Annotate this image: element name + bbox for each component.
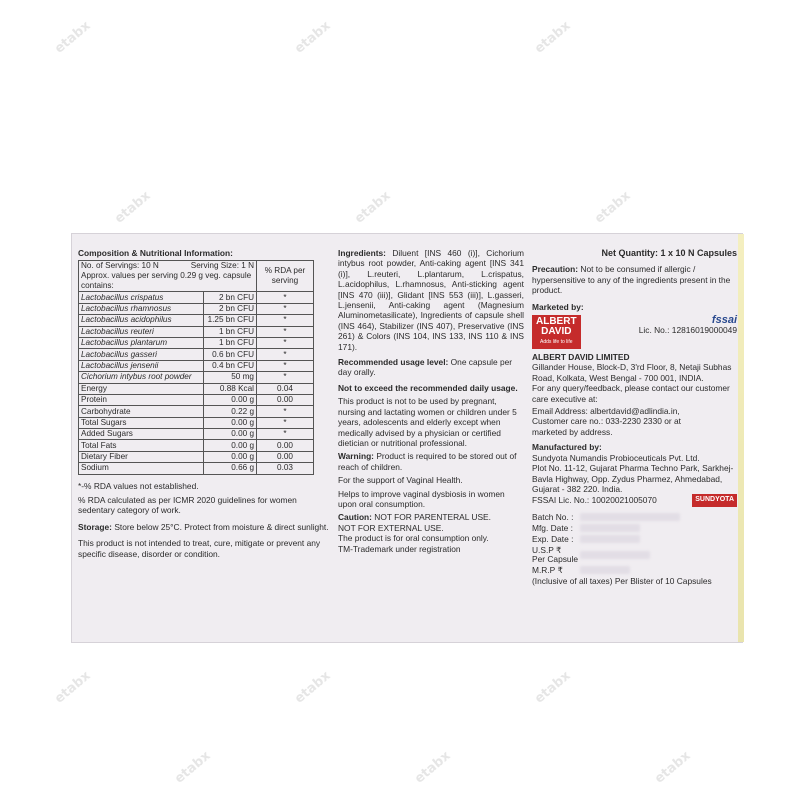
- marketing-column: [532, 248, 737, 586]
- license-no-2: FSSAI Lic. No.: 10020021005070: [532, 495, 657, 506]
- watermark: etabx: [532, 18, 574, 57]
- precaution-label: Precaution:: [532, 264, 579, 275]
- table-header-row: [79, 261, 314, 292]
- precaution-text: [532, 264, 737, 295]
- manufacturer-address: Plot No. 11-12, Gujarat Pharma Techno Park, Sarkhej-Bavla Highway, Opp. Zydus Pharmez, Ahmedabad, Gujarat - 382 220. India.: [532, 463, 734, 494]
- rda-note: *-% RDA values not established.: [78, 480, 199, 491]
- nutrient-name: Lactobacillus rhamnosus: [79, 303, 204, 314]
- tm-text: TM-Trademark under registration: [338, 543, 461, 554]
- redacted-value: [580, 566, 630, 574]
- helps-text: Helps to improve vaginal dysbiosis in women upon oral consumption.: [338, 488, 505, 509]
- ingredients-label: Ingredients:: [338, 248, 386, 258]
- usp-text: U.S.P ₹: [532, 544, 562, 555]
- nutrient-rda: *: [257, 406, 314, 417]
- nutrient-value: 2 bn CFU: [204, 303, 257, 314]
- nutrient-name: Carbohydrate: [79, 406, 204, 417]
- table-row: [79, 429, 314, 440]
- icmr-note: % RDA calculated as per ICMR 2020 guidelines for women sedentary category of work.: [78, 495, 297, 516]
- fssai-block: [639, 315, 737, 336]
- table-row: [79, 394, 314, 405]
- nutrition-rows: [79, 292, 314, 474]
- nutrient-value: 0.22 g: [204, 406, 257, 417]
- nutrient-value: 0.66 g: [204, 463, 257, 474]
- caution-value: NOT FOR PARENTERAL USE.: [374, 512, 491, 523]
- not-used-text: This product is not to be used by pregnant, nursing and lactating women or children under 5 years, adolescents and elderly except when medically advised by a physician or certified dietician or nutritional professional.: [338, 396, 517, 448]
- nutrient-name: Total Sugars: [79, 417, 204, 428]
- precaution-value: Not to be consumed if allergic / hypersensitive to any of the ingredients present in the product.: [532, 264, 731, 296]
- nutrient-name: Protein: [79, 394, 204, 405]
- oral-text: The product is for oral consumption only.: [338, 533, 489, 544]
- servings-text: No. of Servings: 10 N: [81, 261, 159, 271]
- nutrient-name: Lactobacillus crispatus: [79, 292, 204, 303]
- support-text: For the support of Vaginal Health.: [338, 475, 463, 486]
- nutrient-rda: *: [257, 326, 314, 337]
- company-address: Gillander House, Block-D, 3'rd Floor, 8, Netaji Subhas Road, Kolkata, West Bengal - 700 001, INDIA.: [532, 362, 732, 383]
- company-name: ALBERT DAVID LIMITED: [532, 352, 630, 363]
- nutrient-rda: *: [257, 337, 314, 348]
- nutrient-name: Added Sugars: [79, 429, 204, 440]
- table-row: [79, 315, 314, 326]
- nutrient-name: Cichorium intybus root powder: [79, 372, 204, 383]
- usage-label: Recommended usage level:: [338, 357, 449, 368]
- email-text: Email Address: albertdavid@adlindia.in,: [532, 406, 680, 417]
- nutrient-rda: *: [257, 429, 314, 440]
- watermark: etabx: [52, 18, 94, 57]
- table-row: [79, 337, 314, 348]
- nutrient-value: 0.00 g: [204, 429, 257, 440]
- redacted-value: [580, 524, 640, 532]
- nutrient-rda: 0.00: [257, 440, 314, 451]
- table-row: [79, 303, 314, 314]
- table-row: [79, 326, 314, 337]
- table-row: [79, 372, 314, 383]
- usage-value: One capsule per day orally.: [338, 357, 513, 378]
- mrp-label: M.R.P ₹: [532, 565, 563, 576]
- nutrient-rda: *: [257, 417, 314, 428]
- not-exceed-text: Not to exceed the recommended daily usage.: [338, 382, 518, 393]
- mfg-label: Mfg. Date :: [532, 523, 573, 534]
- customer-care-text: Customer care no.: 033-2230 2330 or at: [532, 416, 681, 427]
- watermark: etabx: [412, 748, 454, 787]
- watermark: etabx: [292, 18, 334, 57]
- nutrient-name: Sodium: [79, 463, 204, 474]
- external-text: NOT FOR EXTERNAL USE.: [338, 522, 444, 533]
- ingredients-text: [338, 248, 524, 352]
- redacted-value: [580, 551, 650, 559]
- table-row: [79, 383, 314, 394]
- storage-value: Store below 25°C. Protect from moisture & direct sunlight.: [114, 521, 329, 532]
- nutrient-value: 1.25 bn CFU: [204, 315, 257, 326]
- net-quantity: Net Quantity: 1 x 10 N Capsules: [601, 248, 737, 258]
- table-row: [79, 406, 314, 417]
- batch-block: [532, 512, 737, 586]
- license-no-1: Lic. No.: 12816019000049: [638, 325, 737, 336]
- albert-david-logo: [532, 315, 581, 349]
- nutrient-value: 0.6 bn CFU: [204, 349, 257, 360]
- nutrient-rda: *: [257, 372, 314, 383]
- nutrient-name: Lactobacillus reuteri: [79, 326, 204, 337]
- table-row: [79, 451, 314, 462]
- disclaimer-text: This product is not intended to treat, cure, mitigate or prevent any specific disease, disorder or condition.: [78, 538, 321, 559]
- table-row: [79, 440, 314, 451]
- marketed-by-label: Marketed by:: [532, 301, 584, 312]
- nutrient-rda: *: [257, 292, 314, 303]
- batch-row: [532, 512, 737, 523]
- ingredients-column: [338, 248, 524, 557]
- albert-logo-tag: Adds life to life: [540, 339, 573, 346]
- nutrient-value: 1 bn CFU: [204, 326, 257, 337]
- usp-label: [532, 546, 580, 564]
- mfg-row: [532, 523, 737, 534]
- nutrient-value: 50 mg: [204, 372, 257, 383]
- rda-header: % RDA per serving: [257, 261, 314, 292]
- watermark: etabx: [112, 188, 154, 227]
- nutrient-rda: 0.00: [257, 394, 314, 405]
- nutrient-name: Dietary Fiber: [79, 451, 204, 462]
- nutrient-name: Lactobacillus gasseri: [79, 349, 204, 360]
- nutrient-value: 0.88 Kcal: [204, 383, 257, 394]
- nutrient-value: 0.00 g: [204, 394, 257, 405]
- usp-per-capsule: Per Capsule: [532, 553, 579, 564]
- composition-heading: Composition & Nutritional Information:: [78, 248, 233, 258]
- serving-size-text: Serving Size: 1 N: [190, 261, 254, 271]
- watermark: etabx: [352, 188, 394, 227]
- usp-row: [532, 545, 737, 565]
- table-row: [79, 360, 314, 371]
- nutrient-rda: *: [257, 360, 314, 371]
- inclusive-text: (Inclusive of all taxes) Per Blister of 10 Capsules: [532, 575, 712, 586]
- license-row-2: [532, 494, 737, 506]
- approx-text: Approx. values per serving 0.29 g veg. capsule contains:: [81, 271, 252, 291]
- table-row: [79, 292, 314, 303]
- caution-label: Caution:: [338, 512, 372, 523]
- nutrient-rda: 0.04: [257, 383, 314, 394]
- sundyota-logo: SUNDYOTA: [692, 494, 737, 506]
- watermark: etabx: [172, 748, 214, 787]
- nutrient-name: Lactobacillus jensenii: [79, 360, 204, 371]
- nutrient-value: 2 bn CFU: [204, 292, 257, 303]
- nutrient-rda: *: [257, 303, 314, 314]
- nutrient-name: Energy: [79, 383, 204, 394]
- redacted-value: [580, 513, 680, 521]
- nutrient-rda: 0.00: [257, 451, 314, 462]
- nutrient-rda: *: [257, 349, 314, 360]
- watermark: etabx: [292, 668, 334, 707]
- batch-label: Batch No. :: [532, 512, 574, 523]
- manufacturer-name: Sundyota Numandis Probioceuticals Pvt. Ltd.: [532, 452, 700, 463]
- fssai-logo: fssai: [711, 314, 737, 327]
- nutrition-table: [78, 260, 314, 474]
- warning-text: [338, 451, 524, 472]
- nutrient-value: 0.00 g: [204, 451, 257, 462]
- usage-text: [338, 357, 524, 378]
- albert-logo-line1: ALBERT: [536, 316, 577, 328]
- table-row: [79, 417, 314, 428]
- caution-text: [338, 512, 524, 522]
- logos-row: [532, 315, 737, 349]
- watermark: etabx: [652, 748, 694, 787]
- nutrient-value: 1 bn CFU: [204, 337, 257, 348]
- warning-label: Warning:: [338, 451, 374, 462]
- nutrient-name: Total Fats: [79, 440, 204, 451]
- manufactured-by-label: Manufactured by:: [532, 442, 602, 453]
- table-row: [79, 349, 314, 360]
- query-text: For any query/feedback, please contact our customer care executive at:: [532, 383, 730, 404]
- mrp-row: [532, 565, 737, 576]
- table-row: [79, 463, 314, 474]
- exp-label: Exp. Date :: [532, 534, 574, 545]
- nutrient-rda: 0.03: [257, 463, 314, 474]
- watermark: etabx: [52, 668, 94, 707]
- composition-column: [78, 248, 330, 559]
- redacted-value: [580, 535, 640, 543]
- storage-label: Storage:: [78, 521, 112, 532]
- warning-value: Product is required to be stored out of reach of children.: [338, 451, 517, 472]
- nutrient-rda: *: [257, 315, 314, 326]
- nutrient-name: Lactobacillus acidophilus: [79, 315, 204, 326]
- storage-text: [78, 522, 330, 532]
- nutrient-value: 0.00 g: [204, 440, 257, 451]
- albert-logo-line2: DAVID: [541, 326, 572, 338]
- nutrient-name: Lactobacillus plantarum: [79, 337, 204, 348]
- exp-row: [532, 534, 737, 545]
- nutrient-value: 0.00 g: [204, 417, 257, 428]
- watermark: etabx: [592, 188, 634, 227]
- servings-cell: [79, 261, 257, 292]
- ingredients-value: Diluent [INS 460 (i)], Cichorium intybus root powder, Anti-caking agent [INS 341 (i)], L.reuteri, L.plantarum, L.crispatus, L.acidophilus, L.rhamnosus, Anti-sticking agent [INS 470 (iii)], Glidant [INS 553 (iii)], L.gasseri, L.jensenii, Anti-caking agent (Magnesium Aluminometasilicate), Ingredients of capsule shell (INS 464), Stabilizer (INS 407), Preservative (INS 261) & Colors (INS 104, INS 133, INS 110 & INS 171).: [338, 248, 524, 352]
- product-box-panel: [72, 234, 742, 642]
- marketed-address-text: marketed by address.: [532, 426, 613, 437]
- nutrient-value: 0.4 bn CFU: [204, 360, 257, 371]
- box-side-edge: [738, 234, 744, 642]
- watermark: etabx: [532, 668, 574, 707]
